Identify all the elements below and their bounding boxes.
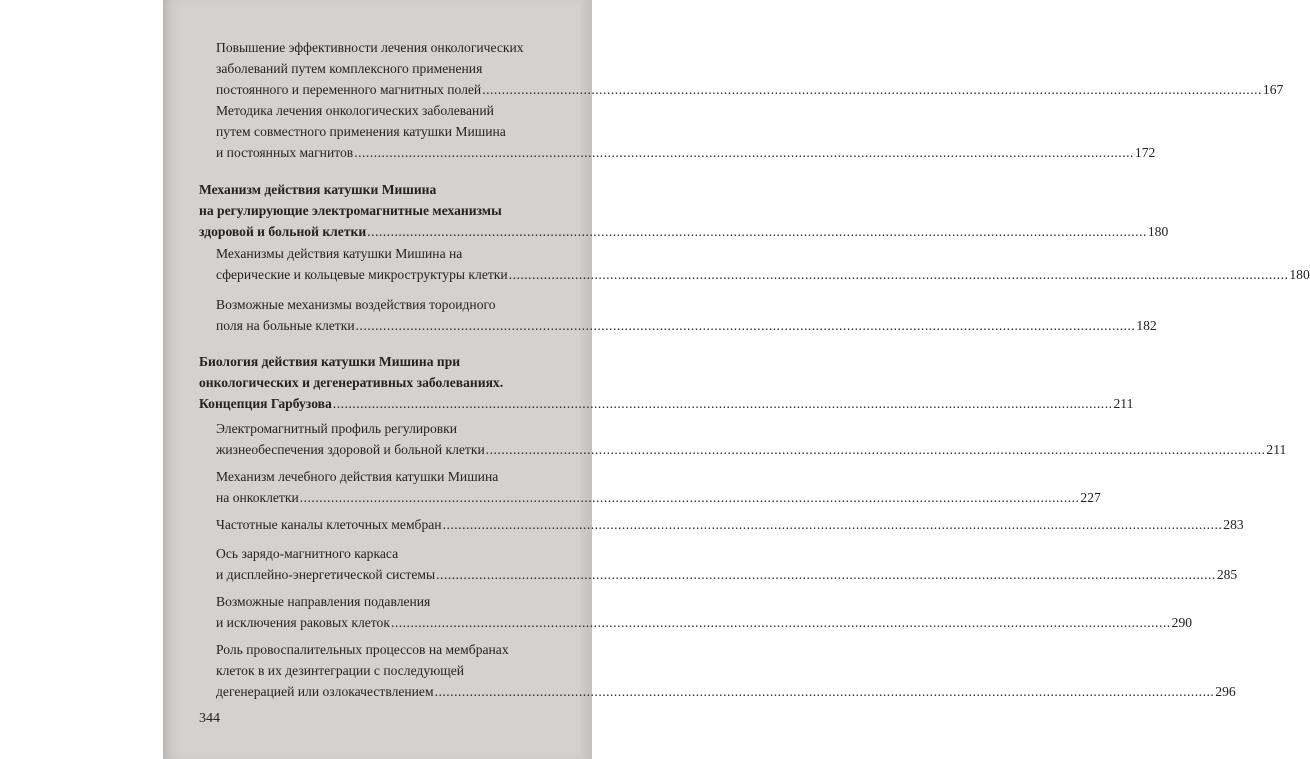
toc-entry-last-line	[216, 682, 1236, 703]
toc-entry-text: Возможные механизмы воздействия тороидного	[216, 297, 496, 312]
toc-entry-text: Механизм лечебного действия катушки Мишина	[216, 469, 499, 484]
toc-entry-page: 172	[1134, 144, 1156, 160]
toc-entry-text: Возможные направления подавления	[216, 594, 431, 609]
toc-entry-last-line	[216, 488, 1101, 509]
toc-entry-last-line	[216, 265, 1310, 286]
toc-entry	[216, 244, 1310, 286]
toc-entry-text: Методика лечения онкологических заболеваний	[216, 103, 494, 118]
dot-leader: ........................................................................................................................................................................................................	[367, 223, 1147, 239]
toc-entry-text: клеток в их дезинтеграции с последующей	[216, 662, 465, 678]
toc-entry-page: 285	[1216, 566, 1238, 582]
toc-entry-text: Биология действия катушки Мишина при	[199, 354, 461, 369]
toc-entry-text: и дисплейно-энергетической системы	[216, 566, 436, 582]
dot-leader: ........................................................................................................................................................................................................	[390, 614, 1171, 630]
toc-entry-text: дегенерацией или озлокачествлением	[216, 683, 434, 699]
toc-entry	[216, 467, 1101, 509]
dot-leader: ........................................................................................................................................................................................................	[434, 683, 1215, 699]
toc-entry	[216, 544, 1238, 586]
toc-entry-page: 227	[1080, 489, 1101, 505]
toc-entry-last-line	[216, 565, 1238, 586]
toc-entry-text: здоровой и больной клетки	[199, 223, 367, 239]
dot-leader: ........................................................................................................................................................................................................	[508, 266, 1289, 282]
toc-entry	[216, 640, 1236, 702]
toc-entry-text: заболеваний путем комплексного применения	[216, 60, 483, 76]
toc-entry-page: 180	[1289, 266, 1310, 282]
dot-leader: ........................................................................................................................................................................................................	[482, 81, 1262, 97]
dot-leader: ........................................................................................................................................................................................................	[299, 489, 1080, 505]
toc-entry-page: 182	[1136, 317, 1157, 333]
toc-entry-text: Механизм действия катушки Мишина	[199, 182, 437, 197]
toc-entry-text: постоянного и переменного магнитных полей	[216, 81, 482, 97]
toc-entry-text: на регулирующие электромагнитные механизмы	[199, 202, 502, 218]
dot-leader: ........................................................................................................................................................................................................	[355, 317, 1136, 333]
toc-entry-text: онкологических и дегенеративных заболеваниях.	[199, 374, 504, 390]
toc-entry-text: Электромагнитный профиль регулировки	[216, 421, 458, 436]
toc-entry-page: 211	[1113, 395, 1134, 411]
toc-entry-text: Ось зарядо-магнитного каркаса	[216, 546, 399, 561]
toc-entry-text: Концепция Гарбузова	[199, 395, 332, 411]
toc-entry-page: 167	[1262, 81, 1284, 97]
toc-entry-last-line	[216, 316, 1157, 337]
toc-entry-text: Частотные каналы клеточных мембран	[216, 517, 442, 532]
toc-entry	[216, 419, 1287, 461]
toc-entry-text: путем совместного применения катушки Мишина	[216, 123, 506, 139]
toc-entry-text: на онкоклетки	[216, 489, 299, 505]
toc-entry-last-line	[216, 80, 1284, 101]
toc-entry-text: поля на больные клетки	[216, 317, 355, 333]
toc-entry-text: сферические и кольцевые микроструктуры клетки	[216, 266, 508, 282]
toc-entry-text: и постоянных магнитов	[216, 144, 354, 160]
toc-entry-last-line	[216, 613, 1193, 634]
toc-entry-page: 290	[1171, 614, 1193, 630]
dot-leader: ........................................................................................................................................................................................................	[436, 566, 1216, 582]
toc-entry-last-line	[216, 143, 1156, 164]
toc-entry-last-line	[216, 440, 1287, 461]
toc-entry-page: 180	[1147, 223, 1169, 239]
toc-entry-text: и исключения раковых клеток	[216, 614, 390, 630]
toc-entry-text: Повышение эффективности лечения онкологических	[216, 40, 524, 55]
toc-entry-page: 283	[1223, 517, 1244, 532]
toc-entry	[199, 352, 1134, 414]
toc-entry	[216, 592, 1193, 634]
toc-entry-last-line	[199, 394, 1134, 415]
dot-leader: ........................................................................................................................................................................................................	[485, 441, 1266, 457]
toc-entry	[216, 295, 1157, 337]
toc-entry	[216, 515, 1244, 536]
toc-entry-last-line	[199, 222, 1169, 243]
dot-leader: ........................................................................................................................................................................................................	[354, 144, 1134, 160]
toc-entry-text: Роль провоспалительных процессов на мембранах	[216, 642, 509, 657]
toc-entry-page: 211	[1266, 441, 1287, 457]
toc-entry	[216, 38, 1284, 100]
toc-entry-last-line	[216, 515, 1244, 536]
dot-leader: ........................................................................................................................................................................................................	[442, 517, 1223, 532]
toc-entry-page: 296	[1215, 683, 1236, 699]
dot-leader: ........................................................................................................................................................................................................	[332, 395, 1113, 411]
toc-entry-text: жизнеобеспечения здоровой и больной клетки	[216, 441, 485, 457]
toc-entry-text: Механизмы действия катушки Мишина на	[216, 246, 463, 261]
toc-entry	[199, 180, 1169, 242]
toc-entry	[216, 101, 1156, 163]
page-number: 344	[199, 711, 220, 726]
